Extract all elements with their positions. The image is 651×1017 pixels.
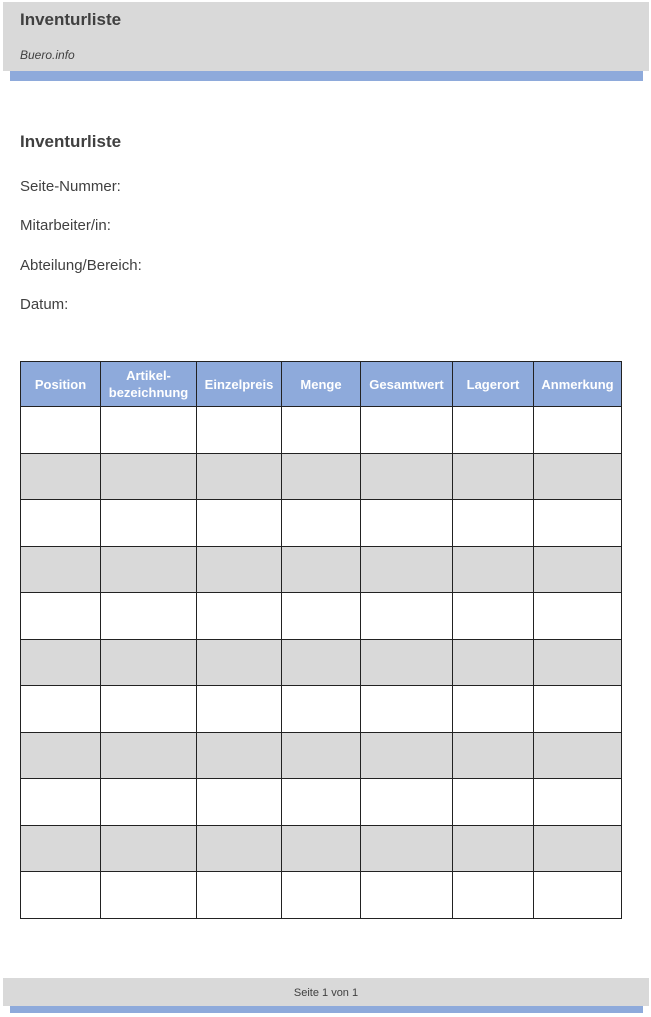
table-cell	[282, 825, 361, 872]
table-row	[21, 500, 622, 547]
column-header-quantity: Menge	[282, 362, 361, 407]
table-row	[21, 407, 622, 454]
table-cell	[282, 453, 361, 500]
column-header-position: Position	[21, 362, 101, 407]
table-cell	[361, 639, 453, 686]
table-cell	[282, 500, 361, 547]
table-cell	[197, 407, 282, 454]
table-cell	[453, 825, 534, 872]
table-cell	[101, 686, 197, 733]
table-cell	[197, 779, 282, 826]
table-cell	[534, 779, 622, 826]
field-employee: Mitarbeiter/in:	[20, 217, 111, 234]
table-cell	[361, 732, 453, 779]
table-cell	[101, 732, 197, 779]
table-cell	[197, 872, 282, 919]
table-cell	[101, 407, 197, 454]
table-row	[21, 732, 622, 779]
table-cell	[453, 546, 534, 593]
table-cell	[21, 872, 101, 919]
column-header-unit-price: Einzelpreis	[197, 362, 282, 407]
table-cell	[453, 732, 534, 779]
table-cell	[534, 500, 622, 547]
table-cell	[21, 407, 101, 454]
table-header-row	[21, 362, 622, 407]
table-cell	[453, 779, 534, 826]
table-row	[21, 546, 622, 593]
table-cell	[197, 732, 282, 779]
header-title: Inventurliste	[20, 10, 122, 29]
table-cell	[282, 593, 361, 640]
table-cell	[21, 686, 101, 733]
document-title: Inventurliste	[20, 132, 122, 151]
table-cell	[197, 546, 282, 593]
header-subtitle: Buero.info	[20, 48, 75, 62]
table-cell	[453, 500, 534, 547]
header-accent-stripe	[10, 71, 643, 81]
table-cell	[282, 686, 361, 733]
field-page-number: Seite-Nummer:	[20, 178, 121, 195]
table-cell	[361, 825, 453, 872]
table-cell	[197, 500, 282, 547]
inventory-table	[20, 361, 622, 919]
table-cell	[282, 732, 361, 779]
table-cell	[534, 453, 622, 500]
table-cell	[282, 872, 361, 919]
table-cell	[21, 639, 101, 686]
table-cell	[534, 825, 622, 872]
table-cell	[101, 546, 197, 593]
table-cell	[101, 453, 197, 500]
table-cell	[101, 500, 197, 547]
table-cell	[361, 407, 453, 454]
field-date: Datum:	[20, 296, 69, 313]
table-cell	[361, 546, 453, 593]
table-cell	[282, 639, 361, 686]
table-cell	[534, 872, 622, 919]
table-cell	[21, 453, 101, 500]
table-cell	[101, 779, 197, 826]
table-row	[21, 872, 622, 919]
table-cell	[534, 639, 622, 686]
table-cell	[361, 872, 453, 919]
table-cell	[282, 779, 361, 826]
table-cell	[101, 639, 197, 686]
table-cell	[453, 639, 534, 686]
table-cell	[534, 686, 622, 733]
table-cell	[282, 407, 361, 454]
column-header-storage: Lagerort	[453, 362, 534, 407]
table-row	[21, 825, 622, 872]
table-cell	[197, 686, 282, 733]
table-cell	[453, 593, 534, 640]
table-cell	[361, 500, 453, 547]
table-cell	[361, 779, 453, 826]
table-body	[21, 407, 622, 919]
page-footer	[3, 978, 649, 1006]
table-cell	[453, 872, 534, 919]
table-cell	[21, 500, 101, 547]
table-row	[21, 453, 622, 500]
table-cell	[534, 407, 622, 454]
table-cell	[534, 732, 622, 779]
table-row	[21, 639, 622, 686]
table-cell	[197, 593, 282, 640]
footer-accent-stripe	[10, 1006, 643, 1013]
table-cell	[101, 593, 197, 640]
table-row	[21, 779, 622, 826]
table-cell	[21, 593, 101, 640]
table-cell	[21, 732, 101, 779]
table-cell	[21, 779, 101, 826]
table-cell	[361, 453, 453, 500]
table-cell	[361, 593, 453, 640]
table-cell	[453, 686, 534, 733]
table-cell	[101, 872, 197, 919]
table-row	[21, 593, 622, 640]
table-cell	[197, 639, 282, 686]
column-header-article: Artikel- bezeichnung	[101, 362, 197, 407]
table-cell	[534, 546, 622, 593]
table-cell	[197, 453, 282, 500]
column-header-total-value: Gesamtwert	[361, 362, 453, 407]
table-cell	[21, 825, 101, 872]
field-department: Abteilung/Bereich:	[20, 257, 142, 274]
page-number-label: Seite 1 von 1	[293, 987, 359, 999]
table-cell	[453, 407, 534, 454]
column-header-remark: Anmerkung	[534, 362, 622, 407]
table-cell	[21, 546, 101, 593]
table-cell	[453, 453, 534, 500]
table-row	[21, 686, 622, 733]
table-cell	[361, 686, 453, 733]
table-cell	[534, 593, 622, 640]
table-cell	[101, 825, 197, 872]
table-cell	[197, 825, 282, 872]
page-header	[3, 2, 649, 71]
table-cell	[282, 546, 361, 593]
